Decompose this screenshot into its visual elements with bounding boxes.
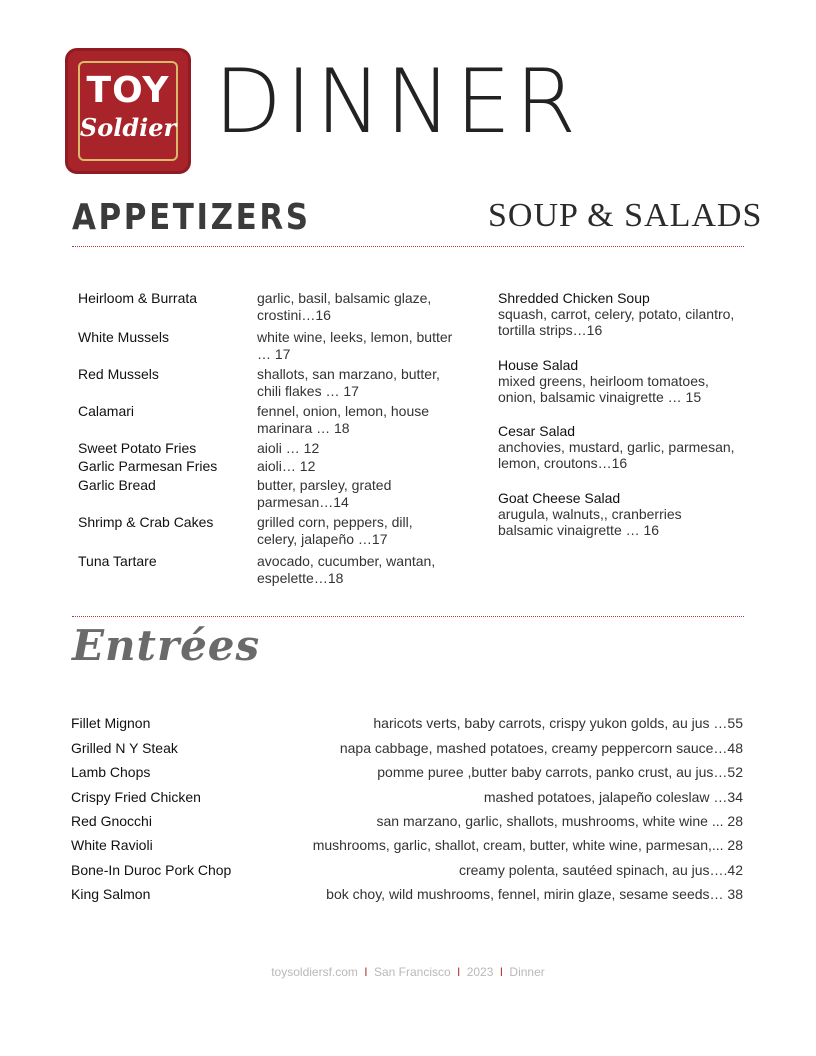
entree-name: King Salmon xyxy=(71,886,151,902)
appetizer-name: Tuna Tartare xyxy=(78,553,157,569)
footer-separator: I xyxy=(457,965,461,979)
appetizer-name: Calamari xyxy=(78,403,135,419)
entree-description: haricots verts, baby carrots, crispy yukon golds, au jus …55 xyxy=(373,715,743,731)
entree-description: creamy polenta, sautéed spinach, au jus….42 xyxy=(458,862,743,878)
entree-description: mashed potatoes, jalapeño coleslaw …34 xyxy=(483,789,743,805)
salad-name: Shredded Chicken Soup xyxy=(498,290,650,306)
appetizer-description: garlic, basil, balsamic glaze, crostini…16 xyxy=(257,290,432,323)
footer-separator: I xyxy=(499,965,504,979)
entree-item xyxy=(71,860,743,880)
appetizer-description: fennel, onion, lemon, house marinara … 18 xyxy=(257,403,430,436)
entree-item xyxy=(71,713,743,733)
salad-item xyxy=(498,357,738,405)
salad-item xyxy=(498,290,738,338)
salad-name: Goat Cheese Salad xyxy=(498,490,621,506)
salad-description: squash, carrot, celery, potato, cilantro, tortilla strips…16 xyxy=(498,306,735,338)
appetizer-name: Heirloom & Burrata xyxy=(78,290,198,306)
appetizer-name: Shrimp & Crab Cakes xyxy=(78,514,214,530)
entree-item xyxy=(71,738,743,758)
entree-name: Bone-In Duroc Pork Chop xyxy=(71,862,232,878)
toy-soldier-logo xyxy=(65,48,191,174)
salad-name: Cesar Salad xyxy=(498,423,576,439)
appetizer-description: avocado, cucumber, wantan, espelette…18 xyxy=(257,553,436,586)
entree-name: Lamb Chops xyxy=(71,764,151,780)
appetizer-description: aioli… 12 xyxy=(257,458,316,474)
footer-menu-name: Dinner xyxy=(509,965,545,979)
appetizer-name: Sweet Potato Fries xyxy=(78,440,197,456)
page-title: DINNER xyxy=(214,50,581,153)
salad-description: mixed greens, heirloom tomatoes, onion, balsamic vinaigrette … 15 xyxy=(498,373,709,405)
section-divider xyxy=(72,616,744,617)
salad-description: anchovies, mustard, garlic, parmesan, lemon, croutons…16 xyxy=(498,439,735,471)
appetizer-description: aioli … 12 xyxy=(257,440,320,456)
appetizer-name: Red Mussels xyxy=(78,366,159,382)
entree-name: Crispy Fried Chicken xyxy=(71,789,201,805)
footer xyxy=(0,964,816,980)
soup-salads-heading: SOUP & SALADS xyxy=(488,197,763,234)
entree-item xyxy=(71,884,743,904)
entrees-heading: Entrées xyxy=(72,621,261,670)
appetizers-heading: APPETIZERS xyxy=(72,197,311,238)
entree-description: pomme puree ,butter baby carrots, panko crust, au jus…52 xyxy=(377,764,743,780)
entree-item xyxy=(71,811,743,831)
salad-name: House Salad xyxy=(498,357,579,373)
entree-description: bok choy, wild mushrooms, fennel, mirin glaze, sesame seeds… 38 xyxy=(326,886,743,902)
logo-text-soldier: Soldier xyxy=(79,113,177,142)
footer-website-link[interactable]: toysoldiersf.com xyxy=(271,965,358,979)
entree-description: san marzano, garlic, shallots, mushrooms, white wine ... 28 xyxy=(376,813,743,829)
entree-name: Grilled N Y Steak xyxy=(71,740,178,756)
salad-description: arugula, walnuts,, cranberries balsamic vinaigrette … 16 xyxy=(498,506,682,538)
entree-description: napa cabbage, mashed potatoes, creamy peppercorn sauce…48 xyxy=(339,740,743,756)
appetizer-name: White Mussels xyxy=(78,329,170,345)
appetizer-description: butter, parsley, grated parmesan…14 xyxy=(257,477,392,510)
entree-name: Red Gnocchi xyxy=(71,813,152,829)
appetizer-name: Garlic Parmesan Fries xyxy=(78,458,218,474)
footer-year: 2023 xyxy=(466,965,494,979)
footer-city: San Francisco xyxy=(373,965,451,979)
entree-item xyxy=(71,762,743,782)
entree-name: White Ravioli xyxy=(71,837,153,853)
salad-item xyxy=(498,423,738,471)
appetizer-description: white wine, leeks, lemon, butter … 17 xyxy=(257,329,453,362)
section-divider xyxy=(72,246,744,247)
appetizer-description: shallots, san marzano, butter, chili flakes … 17 xyxy=(257,366,440,399)
entree-item xyxy=(71,835,743,855)
entree-description: mushrooms, garlic, shallot, cream, butter, white wine, parmesan,... 28 xyxy=(312,837,743,853)
appetizer-name: Garlic Bread xyxy=(78,477,156,493)
salad-item xyxy=(498,490,738,538)
appetizer-description: grilled corn, peppers, dill, celery, jalapeño …17 xyxy=(257,514,413,547)
entree-item xyxy=(71,787,743,807)
footer-separator: I xyxy=(364,965,368,979)
logo-text-toy: TOY xyxy=(86,70,170,111)
entree-name: Fillet Mignon xyxy=(71,715,151,731)
